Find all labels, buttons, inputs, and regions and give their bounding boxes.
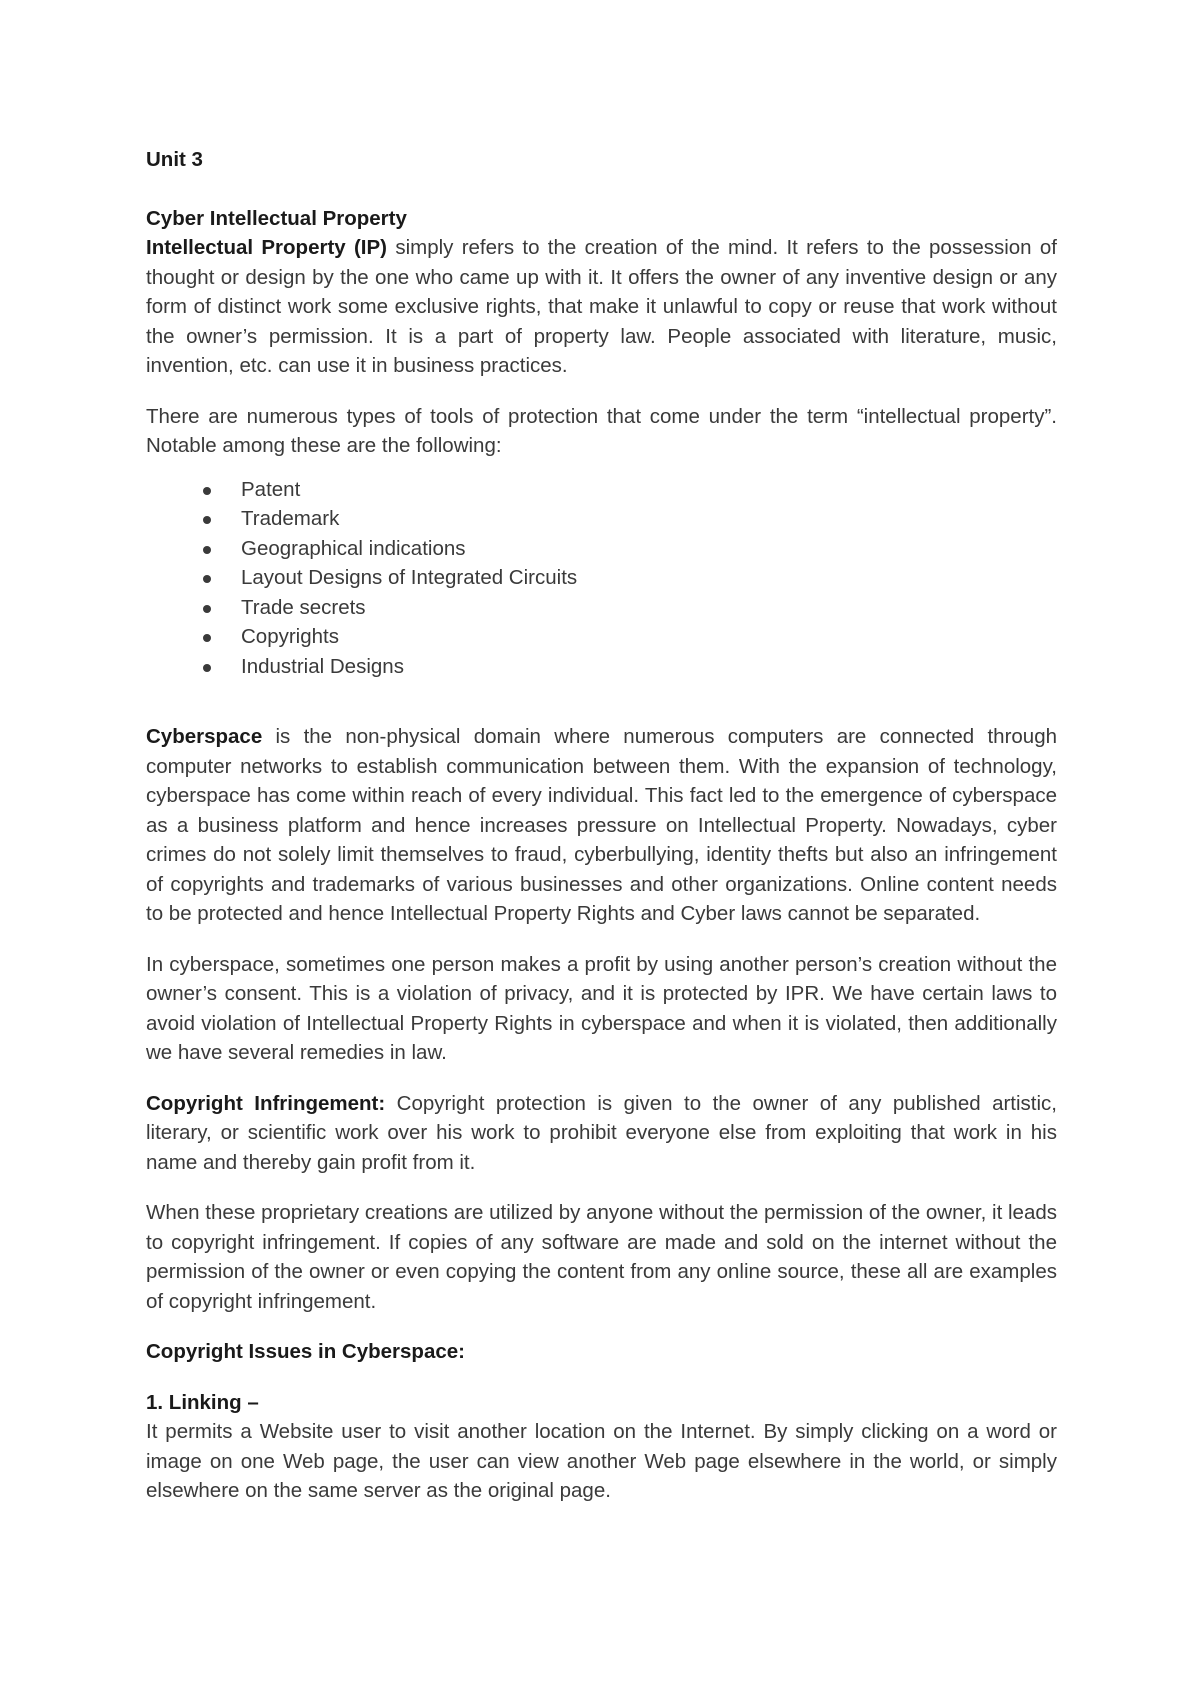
list-item [203, 563, 1057, 593]
intro-paragraph [146, 233, 1057, 381]
bullet-icon [203, 575, 211, 583]
tools-list [146, 475, 1057, 682]
list-item [203, 534, 1057, 564]
list-item-text: Layout Designs of Integrated Circuits [241, 566, 578, 589]
copyright-infringement-paragraph [146, 1089, 1057, 1178]
cyberspace-lead: Cyberspace [146, 725, 263, 748]
list-item-text: Copyrights [241, 625, 339, 648]
linking-paragraph: It permits a Website user to visit another location on the Internet. By simply clicking on a word or image on one Web page, the user can view another Web page elsewhere in the world, or simply elsewhere on the same server as the original page. [146, 1420, 1057, 1502]
list-item-text: Industrial Designs [241, 654, 404, 678]
intro-lead: Intellectual Property (IP) [146, 236, 388, 259]
list-item-text: Trademark [241, 507, 340, 530]
profit-paragraph: In cyberspace, sometimes one person makes a profit by using another person’s creation without the owner’s consent. This is a violation of privacy, and it is protected by IPR. We have certain laws to avoid violation of Intellectual Property Rights in cyberspace and when it is violated, then additionally we have several remedies in law. [146, 952, 1057, 1064]
unit-title: Unit 3 [146, 148, 203, 171]
bullet-icon [203, 664, 211, 672]
intro-text: simply refers to the creation of the mind. It refers to the possession of thought or design by the one who came up with it. It offers the owner of any inventive design or any form of distinct work some exclusive rights, that make it unlawful to copy or reuse that work without the owner’s permission. It is a part of property law. People associated with literature, music, invention, etc. can use it in business practices. [146, 236, 1057, 377]
list-item-text: Patent [241, 477, 301, 501]
bullet-icon [203, 605, 211, 613]
list-item [203, 504, 1057, 534]
copyright-infringement-text: Copyright protection is given to the owner of any published artistic, literary, or scientific work over his work to prohibit everyone else from exploiting that work in his name and thereby gain profit from it. [146, 1091, 1057, 1174]
bullet-icon [203, 546, 211, 554]
section-title: Cyber Intellectual Property [146, 206, 407, 230]
bullet-icon [203, 487, 211, 495]
bullet-icon [203, 516, 211, 524]
copyright-infringement-lead: Copyright Infringement: [146, 1091, 386, 1115]
linking-heading: 1. Linking – [146, 1390, 259, 1414]
list-item [203, 622, 1057, 652]
issues-heading: Copyright Issues in Cyberspace: [146, 1340, 465, 1363]
tools-paragraph: There are numerous types of tools of protection that come under the term “intellectual property”. Notable among these are the following: [146, 404, 1057, 457]
list-item-text: Trade secrets [241, 595, 366, 619]
spacer [146, 681, 1057, 722]
list-item [203, 652, 1057, 682]
list-item-text: Geographical indications [241, 536, 466, 560]
proprietary-paragraph: When these proprietary creations are utilized by anyone without the permission of the owner, it leads to copyright infringement. If copies of any software are made and sold on the internet without the permission of the owner or even copying the content from any online source, these all are examples of copyright infringement. [146, 1201, 1057, 1313]
cyberspace-paragraph [146, 722, 1057, 929]
cyberspace-text: is the non-physical domain where numerous computers are connected through computer networks to establish communication between them. With the expansion of technology, cyberspace has come within reach of every individual. This fact led to the emergence of cyberspace as a business platform and hence increases pressure on Intellectual Property. Nowadays, cyber crimes do not solely limit themselves to fraud, cyberbullying, identity thefts but also an infringement of copyrights and trademarks of various businesses and other organizations. Online content needs to be protected and hence Intellectual Property Rights and Cyber laws cannot be separated. [146, 725, 1057, 925]
list-item [203, 593, 1057, 623]
list-item [203, 475, 1057, 505]
bullet-icon [203, 634, 211, 642]
